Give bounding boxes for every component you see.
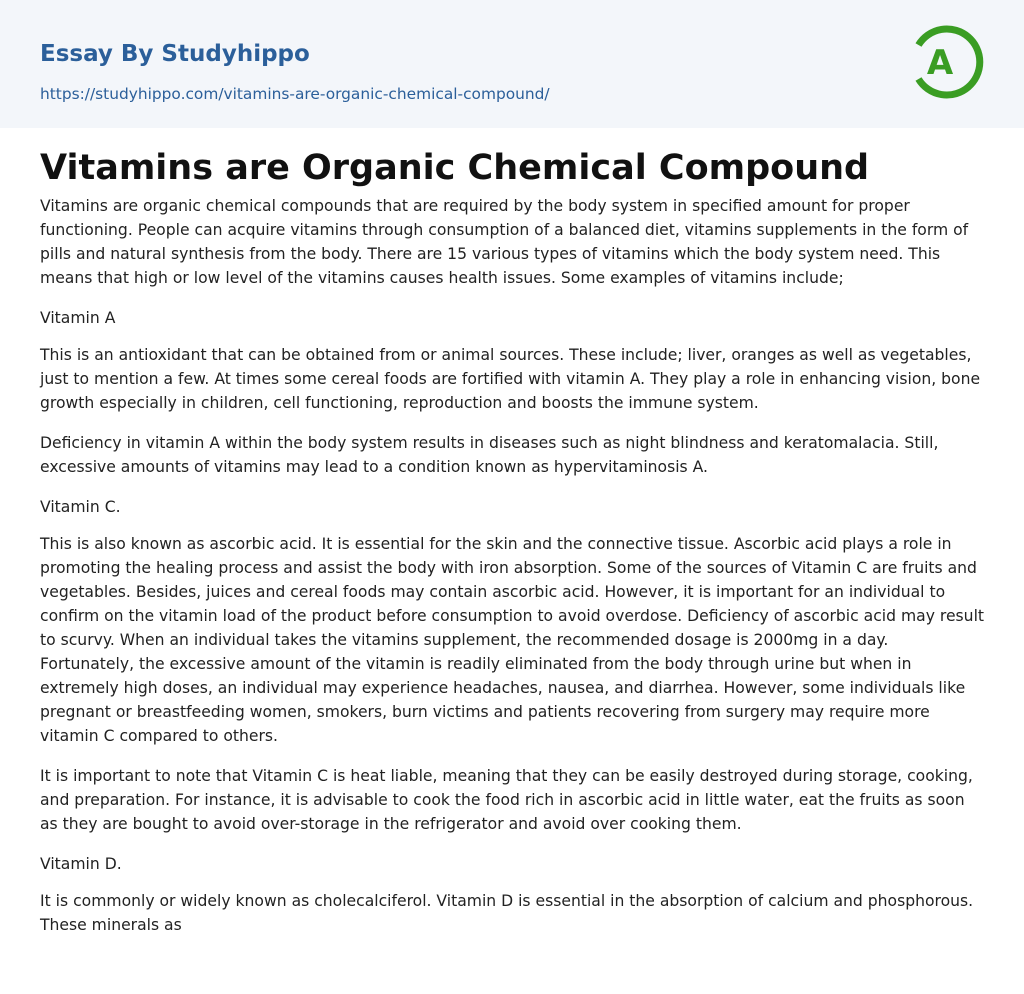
studyhippo-logo-icon[interactable] — [912, 19, 987, 105]
logo-letter: A — [926, 43, 954, 83]
section-heading-vitamin-a: Vitamin A — [40, 309, 116, 327]
section-heading-vitamin-d: Vitamin D. — [40, 855, 122, 873]
vitamin-d-paragraph-1: It is commonly or widely known as cholecalciferol. Vitamin D is essential in the absorption of calcium and phosphorous. These minerals as — [40, 892, 974, 934]
article — [0, 147, 1024, 937]
essay-url-link[interactable]: https://studyhippo.com/vitamins-are-organic-chemical-compound/ — [40, 85, 550, 103]
intro-paragraph: Vitamins are organic chemical compounds that are required by the body system in specified amount for proper functioning. People can acquire vitamins through consumption of a balanced diet, vitamins supplements in the form of pills and natural synthesis from the body. There are 15 various types of vitamins which the body system need. This means that high or low level of the vitamins causes health issues. Some examples of vitamins include; — [40, 197, 969, 287]
vitamin-a-paragraph-2: Deficiency in vitamin A within the body system results in diseases such as night blindness and keratomalacia. Still, excessive amounts of vitamins may lead to a condition known as hypervitaminosis A. — [40, 434, 939, 476]
vitamin-c-paragraph-1: This is also known as ascorbic acid. It is essential for the skin and the connective tissue. Ascorbic acid plays a role in promoting the healing process and assist the body with iron absorption. Some of the sources of Vitamin C are fruits and vegetables. Besides, juices and cereal foods may contain ascorbic acid. However, it is important for an individual to confirm on the vitamin load of the product before consumption to avoid overdose. Deficiency of ascorbic acid may result to scurvy. When an individual takes the vitamins supplement, the recommended dosage is 2000mg in a day. Fortunately, the excessive amount of the vitamin is readily eliminated from the body through urine but when in extremely high doses, an individual may experience headaches, nausea, and diarrhea. However, some individuals like pregnant or breastfeeding women, smokers, burn victims and patients recovering from surgery may require more vitamin C compared to others. — [40, 535, 985, 745]
site-header — [0, 0, 1024, 128]
site-brand[interactable]: Essay By Studyhippo — [40, 41, 310, 67]
vitamin-a-paragraph-1: This is an antioxidant that can be obtained from or animal sources. These include; liver, oranges as well as vegetables, just to mention a few. At times some cereal foods are fortified with vitamin A. They play a role in enhancing vision, bone growth especially in children, cell functioning, reproduction and boosts the immune system. — [40, 346, 981, 412]
section-heading-vitamin-c: Vitamin C. — [40, 498, 121, 516]
vitamin-c-paragraph-2: It is important to note that Vitamin C is heat liable, meaning that they can be easily destroyed during storage, cooking, and preparation. For instance, it is advisable to cook the food rich in ascorbic acid in little water, eat the fruits as soon as they are bought to avoid over-storage in the refrigerator and avoid over cooking them. — [40, 767, 973, 833]
article-title: Vitamins are Organic Chemical Compound — [40, 148, 870, 188]
